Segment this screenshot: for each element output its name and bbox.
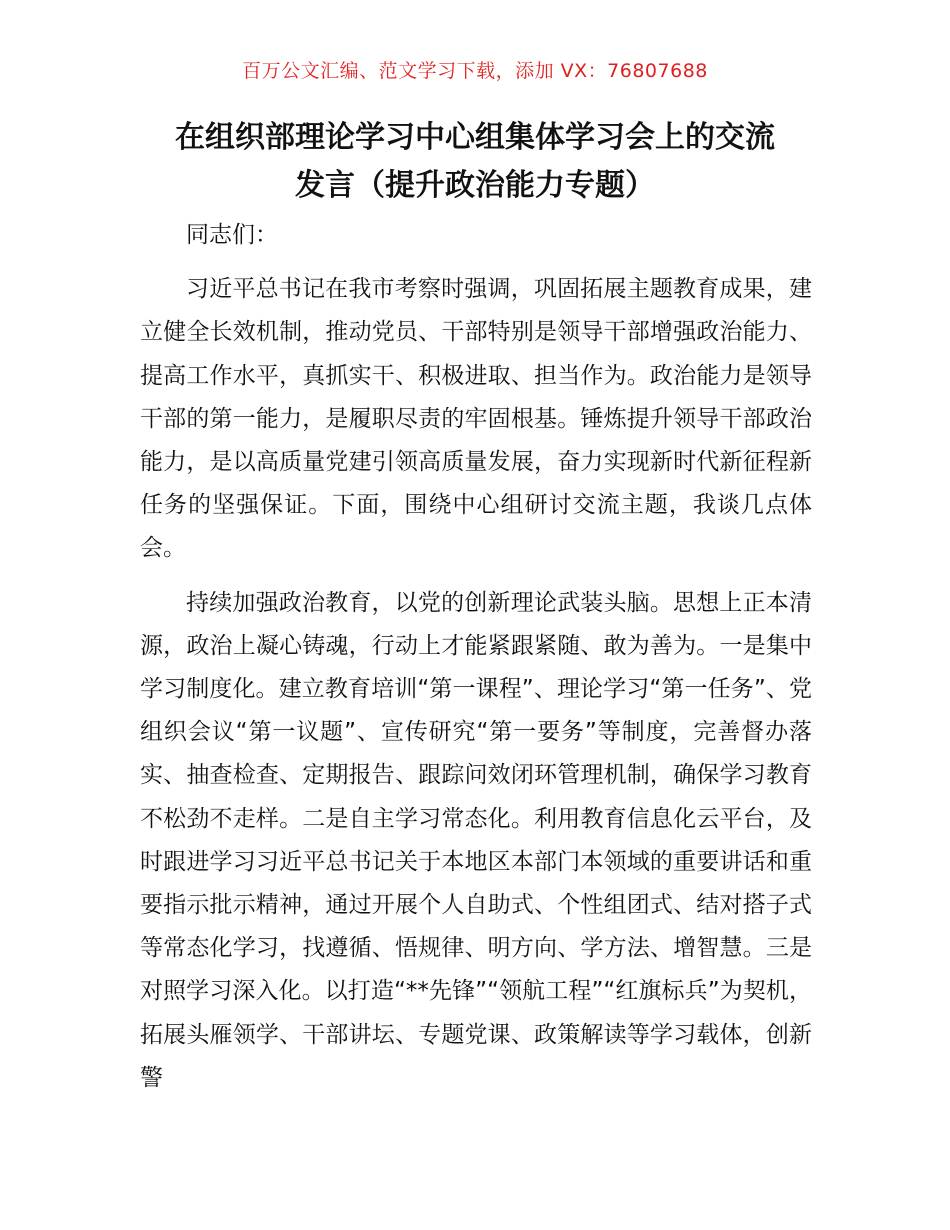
paragraph-2: 持续加强政治教育，以党的创新理论武装头脑。思想上正本清源，政治上凝心铸魂，行动上才能紧跟紧随、敢为善为。一是集中学习制度化。建立教育培训“第一课程”、理论学习“第一任务”、党组织会议“第一议题”、宣传研究“第一要务”等制度，完善督办落实、抽查检查、定期报告、跟踪问效闭环管理机制，确保学习教育不松劲不走样。二是自主学习常态化。利用教育信息化云平台，及时跟进学习习近平总书记关于本地区本部门本领域的重要讲话和重要指示批示精神，通过开展个人自助式、个性组团式、结对搭子式等常态化学习，找遵循、悟规律、明方向、学方法、增智慧。三是对照学习深入化。以打造“**先锋”“领航工程”“红旗标兵”为契机，拓展头雁领学、干部讲坛、专题党课、政策解读等学习载体，创新警 xyxy=(140,589,812,1091)
salutation: 同志们： xyxy=(186,222,278,248)
paragraph-1: 习近平总书记在我市考察时强调，巩固拓展主题教育成果，建立健全长效机制，推动党员、干部特别是领导干部增强政治能力、提高工作水平，真抓实干、积极进取、担当作为。政治能力是领导干部的第一能力，是履职尽责的牢固根基。锤炼提升领导干部政治能力，是以高质量党建引领高质量发展，奋力实现新时代新征程新任务的坚强保证。下面，围绕中心组研讨交流主题，我谈几点体会。 xyxy=(140,276,812,562)
document-title xyxy=(110,114,840,210)
watermark-header: 百万公文汇编、范文学习下载，添加 VX：76807688 xyxy=(242,60,708,82)
document-body xyxy=(140,214,812,1100)
title-line-2: 发言（提升政治能力专题） xyxy=(295,168,655,203)
title-line-1: 在组织部理论学习中心组集体学习会上的交流 xyxy=(175,120,775,155)
